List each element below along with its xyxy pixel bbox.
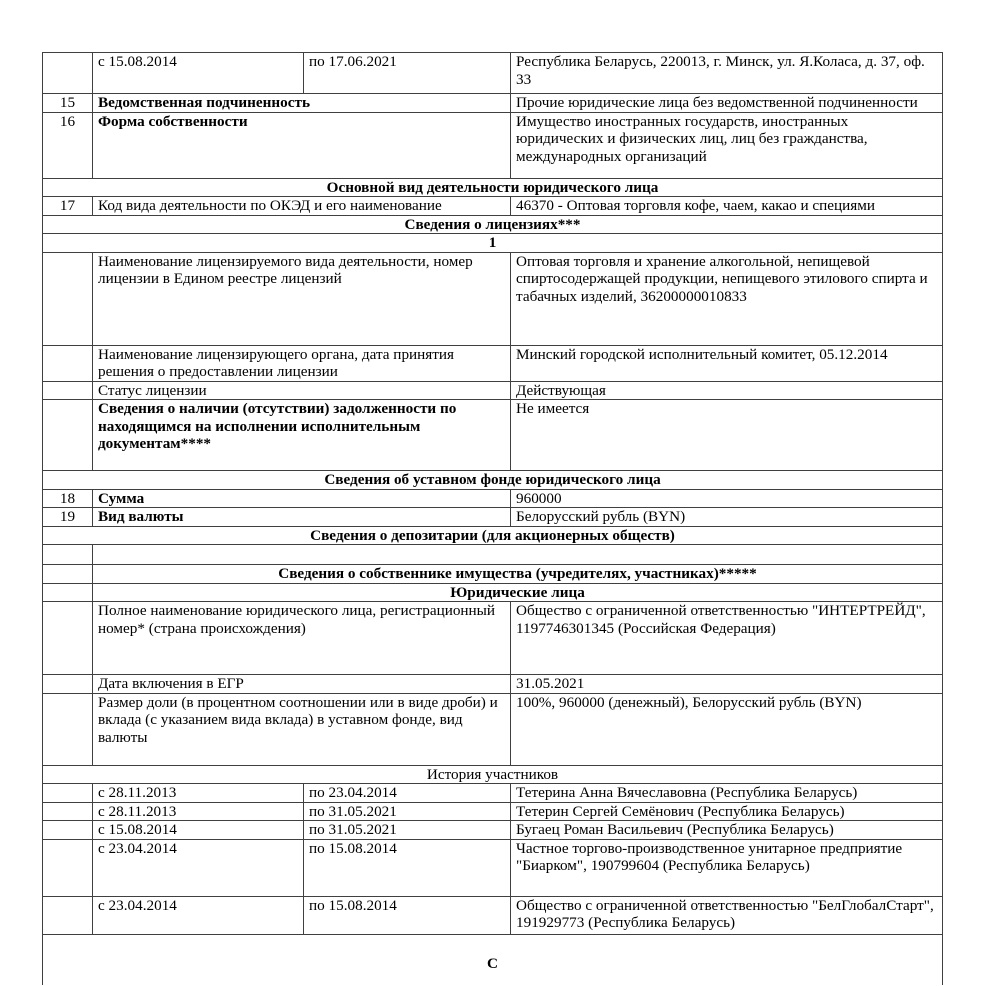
field-label-cell: Статус лицензии xyxy=(93,381,511,400)
table-row xyxy=(43,345,943,381)
table-row xyxy=(43,839,943,896)
date-from-cell: с 23.04.2014 xyxy=(93,839,304,896)
field-value-cell: Общество с ограниченной ответственностью "БелГлобалСтарт", 191929773 (Республика Беларусь) xyxy=(511,896,943,934)
field-value-cell: Республика Беларусь, 220013, г. Минск, ул. Я.Коласа, д. 37, оф. 33 xyxy=(511,53,943,94)
row-number-cell xyxy=(43,675,93,694)
field-label-cell: Дата включения в ЕГР xyxy=(93,675,511,694)
row-number-cell xyxy=(43,53,93,94)
table-row xyxy=(43,693,943,765)
field-value-cell: Не имеется xyxy=(511,400,943,471)
field-value-cell: Прочие юридические лица без ведомственной подчиненности xyxy=(511,94,943,113)
field-value-cell: 960000 xyxy=(511,489,943,508)
field-value-cell: Тетерина Анна Вячеславовна (Республика Беларусь) xyxy=(511,784,943,803)
field-label-cell: Форма собственности xyxy=(93,112,511,178)
table-row xyxy=(43,252,943,345)
field-value-cell: Действующая xyxy=(511,381,943,400)
section-header-row xyxy=(43,215,943,234)
row-number-cell: 15 xyxy=(43,94,93,113)
row-number-cell xyxy=(43,693,93,765)
row-number-cell xyxy=(43,252,93,345)
row-number-cell xyxy=(43,545,93,565)
section-header-row xyxy=(43,565,943,584)
section-header-cell: Основной вид деятельности юридического лица xyxy=(43,178,943,197)
field-value-cell: Частное торгово-производственное унитарное предприятие "Биарком", 190799604 (Республика Беларусь) xyxy=(511,839,943,896)
section-header-row xyxy=(43,765,943,784)
row-number-cell xyxy=(43,602,93,675)
date-from-cell: с 28.11.2013 xyxy=(93,802,304,821)
row-number-cell xyxy=(43,565,93,584)
section-header-cell: Сведения об уставном фонде юридического лица xyxy=(43,471,943,490)
date-to-cell: по 15.08.2014 xyxy=(304,896,511,934)
table-row xyxy=(43,53,943,94)
table-row xyxy=(43,675,943,694)
date-from-cell: с 15.08.2014 xyxy=(93,53,304,94)
empty-row xyxy=(43,545,943,565)
field-value-cell: 46370 - Оптовая торговля кофе, чаем, какао и специями xyxy=(511,197,943,216)
table-row xyxy=(43,896,943,934)
field-value-cell: Минский городской исполнительный комитет, 05.12.2014 xyxy=(511,345,943,381)
date-to-cell: по 31.05.2021 xyxy=(304,821,511,840)
table-row xyxy=(43,112,943,178)
clipped-section-text: С xyxy=(487,954,498,972)
field-label-cell: Сведения о наличии (отсутствии) задолженности по находящимся на исполнении исполнительным документам**** xyxy=(93,400,511,471)
date-from-cell: с 15.08.2014 xyxy=(93,821,304,840)
row-number-cell xyxy=(43,345,93,381)
empty-cell xyxy=(93,545,943,565)
date-to-cell: по 31.05.2021 xyxy=(304,802,511,821)
field-value-cell: 31.05.2021 xyxy=(511,675,943,694)
date-to-cell: по 17.06.2021 xyxy=(304,53,511,94)
row-number-cell: 18 xyxy=(43,489,93,508)
section-header-cell: Сведения о собственнике имущества (учредителях, участниках)***** xyxy=(93,565,943,584)
date-to-cell: по 23.04.2014 xyxy=(304,784,511,803)
section-header-row xyxy=(43,178,943,197)
section-header-cell: История участников xyxy=(43,765,943,784)
table-row xyxy=(43,602,943,675)
table-row xyxy=(43,197,943,216)
subsection-header-cell: Юридические лица xyxy=(93,583,943,602)
row-number-cell xyxy=(43,802,93,821)
row-number-cell xyxy=(43,583,93,602)
row-number-cell xyxy=(43,381,93,400)
registry-table xyxy=(42,52,943,985)
table-row xyxy=(43,508,943,527)
date-to-cell: по 15.08.2014 xyxy=(304,839,511,896)
field-value-cell: Бугаец Роман Васильевич (Республика Беларусь) xyxy=(511,821,943,840)
section-header-row xyxy=(43,234,943,253)
field-label-cell: Наименование лицензируемого вида деятельности, номер лицензии в Едином реестре лицензий xyxy=(93,252,511,345)
field-value-cell: Общество с ограниченной ответственностью "ИНТЕРТРЕЙД", 1197746301345 (Российская Федерация) xyxy=(511,602,943,675)
field-label-cell: Вид валюты xyxy=(93,508,511,527)
field-label-cell: Наименование лицензирующего органа, дата принятия решения о предоставлении лицензии xyxy=(93,345,511,381)
row-number-cell xyxy=(43,839,93,896)
license-index-cell: 1 xyxy=(43,234,943,253)
field-label-cell: Полное наименование юридического лица, регистрационный номер* (страна происхождения) xyxy=(93,602,511,675)
row-number-cell: 16 xyxy=(43,112,93,178)
row-number-cell: 17 xyxy=(43,197,93,216)
field-value-cell: Оптовая торговля и хранение алкогольной, непищевой спиртосодержащей продукции, непищевого этилового спирта и табачных изделий, 36200000010833 xyxy=(511,252,943,345)
row-number-cell xyxy=(43,821,93,840)
clipped-section-header-cell xyxy=(43,934,943,985)
row-number-cell xyxy=(43,896,93,934)
clipped-section-header-row xyxy=(43,934,943,985)
date-from-cell: с 23.04.2014 xyxy=(93,896,304,934)
table-row xyxy=(43,821,943,840)
section-header-row xyxy=(43,471,943,490)
field-value-cell: Белорусский рубль (BYN) xyxy=(511,508,943,527)
field-label-cell: Код вида деятельности по ОКЭД и его наименование xyxy=(93,197,511,216)
section-header-cell: Сведения о депозитарии (для акционерных обществ) xyxy=(43,526,943,545)
field-value-cell: 100%, 960000 (денежный), Белорусский рубль (BYN) xyxy=(511,693,943,765)
section-header-cell: Сведения о лицензиях*** xyxy=(43,215,943,234)
field-label-cell: Ведомственная подчиненность xyxy=(93,94,511,113)
table-row xyxy=(43,400,943,471)
table-row xyxy=(43,802,943,821)
field-value-cell: Тетерин Сергей Семёнович (Республика Беларусь) xyxy=(511,802,943,821)
row-number-cell xyxy=(43,784,93,803)
field-label-cell: Размер доли (в процентном соотношении или в виде дроби) и вклада (с указанием вида вклада) в уставном фонде, вид валюты xyxy=(93,693,511,765)
row-number-cell: 19 xyxy=(43,508,93,527)
field-value-cell: Имущество иностранных государств, иностранных юридических и физических лиц, лиц без гражданства, международных организаций xyxy=(511,112,943,178)
section-header-row xyxy=(43,583,943,602)
table-row xyxy=(43,94,943,113)
field-label-cell: Сумма xyxy=(93,489,511,508)
row-number-cell xyxy=(43,400,93,471)
section-header-row xyxy=(43,526,943,545)
table-row xyxy=(43,784,943,803)
date-from-cell: с 28.11.2013 xyxy=(93,784,304,803)
table-row xyxy=(43,489,943,508)
table-row xyxy=(43,381,943,400)
